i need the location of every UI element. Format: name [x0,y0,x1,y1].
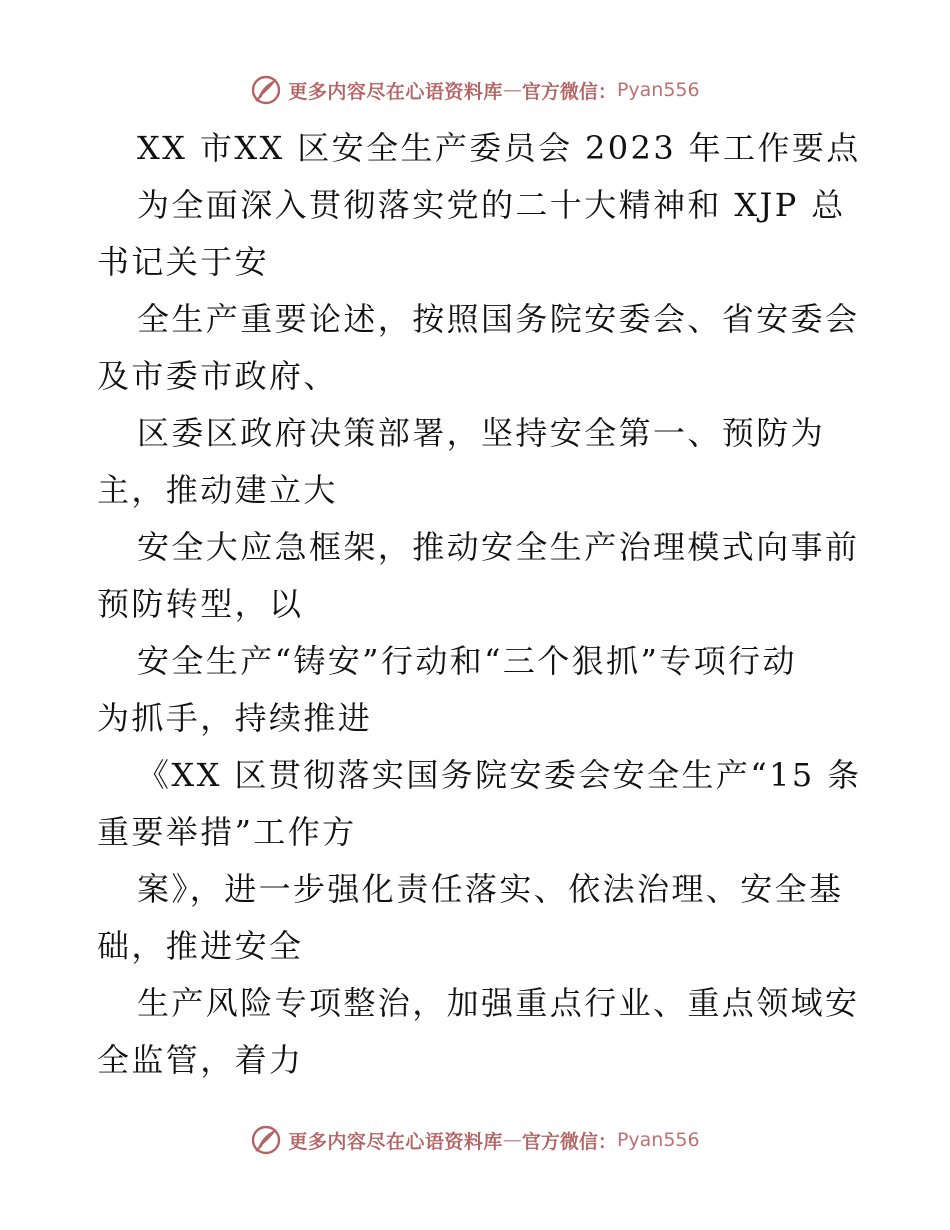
banner-main-text: 更多内容尽在心语资料库 [288,1130,503,1153]
document-line: 安全生产“铸安”行动和“三个狠抓”专项行动 [137,642,797,680]
document-line: 《XX 区贯彻落实国务院安委会安全生产“15 条 [137,756,862,794]
header-banner [0,70,950,110]
document-line: 础，推进安全 [97,927,304,965]
feather-pen-circle-icon [250,1124,282,1156]
document-body [97,120,862,1089]
banner-wechat-id: Pyan556 [616,79,700,101]
document-title: XX 市XX 区安全生产委员会 2023 年工作要点 [137,129,861,167]
banner-dash: — [502,1129,522,1151]
document-line: 安全大应急框架，推动安全生产治理模式向事前 [137,528,860,566]
document-line: 生产风险专项整治，加强重点行业、重点领域安 [137,984,860,1022]
document-line: 书记关于安 [97,243,270,281]
document-line: 为全面深入贯彻落实党的二十大精神和 XJP 总 [137,186,846,224]
document-line: 案》，进一步强化责任落实、依法治理、安全基 [137,870,844,908]
document-line: 重要举措”工作方 [97,813,357,851]
document-line: 区委区政府决策部署，坚持安全第一、预防为 [137,414,826,452]
document-line: 为抓手，持续推进 [97,699,373,737]
banner-wechat-id: Pyan556 [616,1129,700,1151]
banner-main-text: 更多内容尽在心语资料库 [288,80,503,103]
document-line: 全生产重要论述，按照国务院安委会、省安委会 [137,300,860,338]
document-line: 全监管，着力 [97,1041,304,1079]
document-line: 预防转型，以 [97,585,304,623]
feather-pen-circle-icon [250,74,282,106]
document-line: 及市委市政府、 [97,357,338,395]
banner-dash: — [502,79,522,101]
document-line: 主，推动建立大 [97,471,338,509]
footer-banner [0,1120,950,1160]
banner-wechat-label: 官方微信： [521,1130,617,1153]
banner-wechat-label: 官方微信： [521,80,617,103]
